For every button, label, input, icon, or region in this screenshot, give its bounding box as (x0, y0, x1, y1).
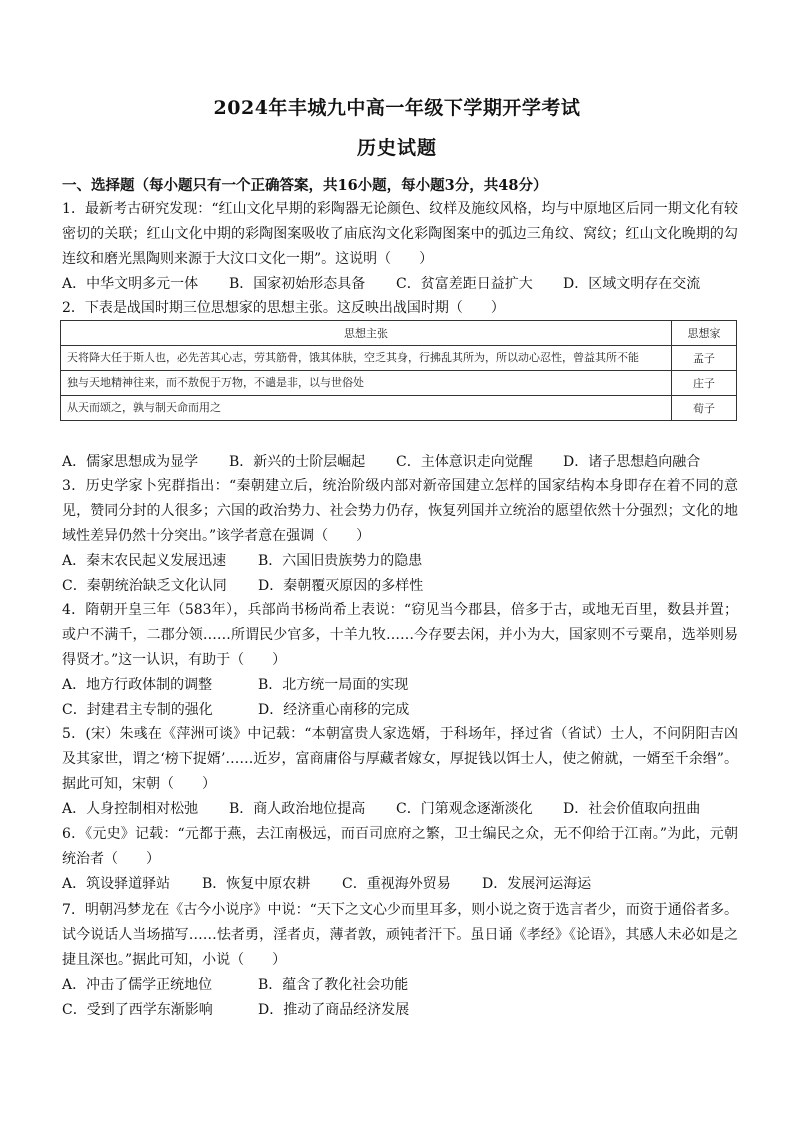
exam-subject: 历史试题 (356, 137, 437, 159)
question-6-stem: 6．《元史》记载：“元都于燕，去江南极远，而百司庶府之繁，卫士编民之众，无不仰给于江南。”为此，元朝统治者（ ） (62, 826, 738, 867)
question-3-options-row2 (62, 574, 738, 599)
q2-option-c[interactable]: C．主体意识走向觉醒 (396, 454, 533, 470)
q6-option-c[interactable]: C．重视海外贸易 (342, 876, 451, 892)
question-7-options-row1 (62, 973, 738, 998)
q6-option-b[interactable]: B．恢复中原农耕 (202, 876, 311, 892)
q2-option-b[interactable]: B．新兴的士阶层崛起 (229, 454, 366, 470)
q5-option-c[interactable]: C．门第观念逐渐淡化 (396, 801, 533, 817)
q5-option-d[interactable]: D．社会价值取向扭曲 (563, 801, 701, 817)
q6-option-a[interactable]: A．筑设驿道驿站 (62, 876, 171, 892)
table-header-idea: 思想主张 (61, 321, 672, 346)
question-2-stem: 2．下表是战国时期三位思想家的思想主张。这反映出战国时期（ ） (62, 300, 505, 316)
table-header-row (61, 321, 737, 346)
q4-option-a[interactable]: A．地方行政体制的调整 (62, 677, 213, 693)
q2-option-a[interactable]: A．儒家思想成为显学 (62, 454, 199, 470)
question-3-stem: 3．历史学家卜宪群指出：“秦朝建立后，统治阶级内部对新帝国建立怎样的国家结构本身即存在着不同的意见，赞同分封的人很多；六国的政治势力、社会势力仍存，恢复列国并立统治的愿望依然十分强烈；文化的地域性差异仍然十分突出。”该学者意在强调（ ） (62, 478, 738, 544)
question-1-stem: 1．最新考古研究发现：“红山文化早期的彩陶器无论颜色、纹样及施纹风格，均与中原地区后同一期文化有较密切的关联；红山文化中期的彩陶图案吸收了庙底沟文化彩陶图案中的弧边三角纹、窝纹；红山文化晚期的勾连纹和磨光黑陶则来源于大汶口文化一期”。这说明（ ） (62, 201, 738, 267)
table-cell-thinker: 庄子 (672, 371, 737, 396)
q4-option-c[interactable]: C．封建君主专制的强化 (62, 702, 213, 718)
question-4-options-row2 (62, 698, 738, 723)
question-3-options-row1 (62, 549, 738, 574)
question-1-options (62, 272, 738, 297)
question-7-options-row2 (62, 998, 738, 1023)
q4-option-b[interactable]: B．北方统一局面的实现 (258, 677, 409, 693)
table-cell-thinker: 孟子 (672, 346, 737, 371)
table-row (61, 371, 737, 396)
q7-option-b[interactable]: B．蕴含了教化社会功能 (258, 977, 409, 993)
q6-option-d[interactable]: D．发展河运海运 (482, 876, 592, 892)
q5-option-b[interactable]: B．商人政治地位提高 (229, 801, 366, 817)
exam-title: 2024年丰城九中高一年级下学期开学考试 (213, 97, 581, 119)
q3-option-a[interactable]: A．秦末农民起义发展迅速 (62, 553, 227, 569)
question-7-stem: 7．明朝冯梦龙在《古今小说序》中说：“天下之文心少而里耳多，则小说之资于选言者少，而资于通俗者多。试今说话人当场描写……怯者勇，淫者贞，薄者敦，顽钝者汗下。虽日诵《孝经》《论语》，其感人未必如是之捷且深也。”据此可知，小说（ ） (62, 902, 738, 968)
q7-option-a[interactable]: A．冲击了儒学正统地位 (62, 977, 213, 993)
q1-option-b[interactable]: B．国家初始形态具备 (229, 276, 366, 292)
table-cell-thinker: 荀子 (672, 396, 737, 421)
q1-option-c[interactable]: C．贫富差距日益扩大 (396, 276, 533, 292)
question-2-options (62, 450, 738, 475)
q3-option-b[interactable]: B．六国旧贵族势力的隐患 (258, 553, 423, 569)
question-5-stem: 5．(宋）朱彧在《萍洲可谈》中记载：“本朝富贵人家选婿，于科场年，择过省（省试）士人，不问阴阳吉凶及其家世，谓之‘榜下捉婿’……近岁，富商庸俗与厚藏者嫁女，厚捉钱以饵士人，使之俯就，一婿至千余缗”。据此可知，宋朝（ ） (62, 726, 738, 792)
q4-option-d[interactable]: D．经济重心南移的完成 (258, 702, 410, 718)
table-cell-idea: 独与天地精神往来，而不敖倪于万物，不谴是非，以与世俗处 (61, 371, 672, 396)
q7-option-c[interactable]: C．受到了西学东渐影响 (62, 1002, 213, 1018)
table-cell-idea: 从天而颂之，孰与制天命而用之 (61, 396, 672, 421)
table-row (61, 346, 737, 371)
q7-option-d[interactable]: D．推动了商品经济发展 (258, 1002, 410, 1018)
thinkers-table (60, 320, 737, 421)
q1-option-a[interactable]: A．中华文明多元一体 (62, 276, 199, 292)
question-5-options (62, 797, 738, 822)
table-cell-idea: 天将降大任于斯人也，必先苦其心志，劳其筋骨，饿其体肤，空乏其身，行拂乱其所为，所以动心忍性，曾益其所不能 (61, 346, 672, 371)
question-4-options-row1 (62, 673, 738, 698)
table-header-thinker: 思想家 (672, 321, 737, 346)
q3-option-d[interactable]: D．秦朝覆灭原因的多样性 (258, 578, 424, 594)
q5-option-a[interactable]: A．人身控制相对松弛 (62, 801, 199, 817)
question-6-options (62, 872, 738, 897)
q3-option-c[interactable]: C．秦朝统治缺乏文化认同 (62, 578, 227, 594)
q2-option-d[interactable]: D．诸子思想趋向融合 (563, 454, 701, 470)
table-row (61, 396, 737, 421)
q1-option-d[interactable]: D．区域文明存在交流 (563, 276, 701, 292)
question-4-stem: 4．隋朝开皇三年（583年），兵部尚书杨尚希上表说：“窃见当今郡县，倍多于古，或地无百里，数县并置；或户不满千，二郡分领……所谓民少官多，十羊九牧……今存要去闲，并小为大，国家则不亏粟帛，选举则易得贤才。”这一认识，有助于（ ） (62, 602, 738, 668)
section-heading: 一、选择题（每小题只有一个正确答案，共16小题，每小题3分，共48分） (62, 177, 548, 194)
